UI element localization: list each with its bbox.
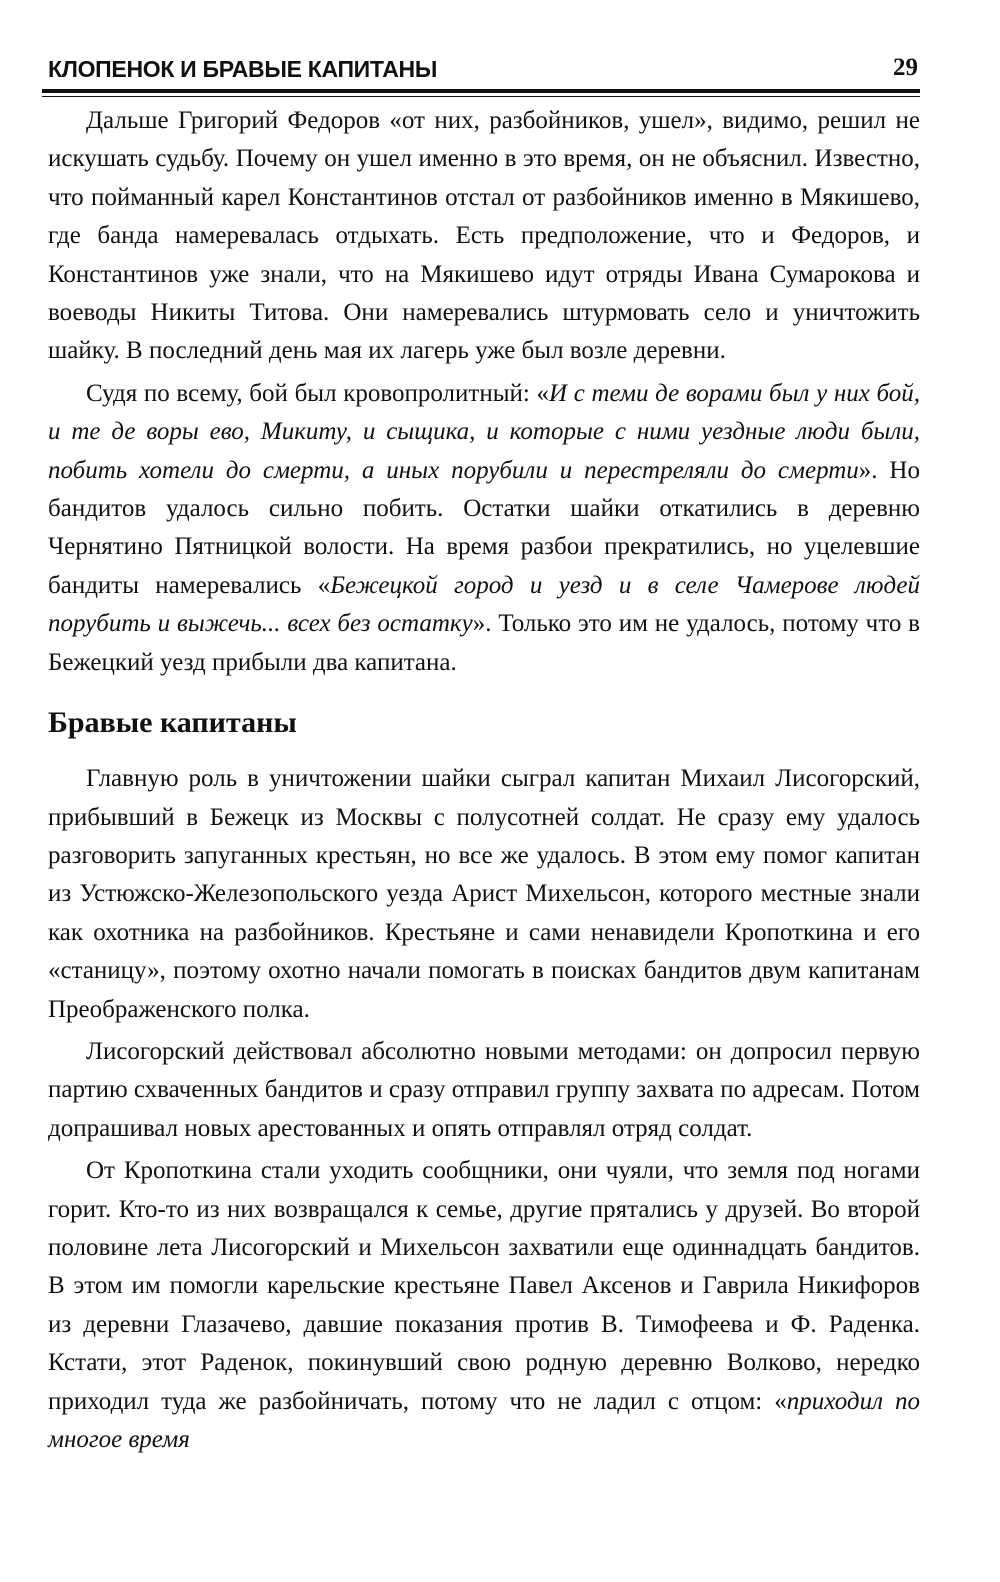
paragraph-2-quote-2: Бежецкой город и уезд и в селе Чамерове людей порубить и выжечь... всех без остатку xyxy=(48,571,920,638)
section-heading: Бравые капитаны xyxy=(48,706,297,740)
paragraph-1: Дальше Григорий Федоров «от них, разбойников, ушел», видимо, решил не искушать судьбу. Почему он ушел именно в это время, он не объяснил. Известно, что пойманный карел Константинов отстал от разбойников именно в Мякишево, где банда намеревалась отдыхать. Есть предположение, что и Федоров, и Константинов уже знали, что на Мякишево идут отряды Ивана Сумарокова и воеводы Никиты Титова. Они намеревались штурмовать село и уничтожить шайку. В последний день мая их лагерь уже был возле деревни. xyxy=(48,107,920,365)
running-title: КЛОПЕНОК И БРАВЫЕ КАПИТАНЫ xyxy=(48,56,438,82)
header-rule-thick xyxy=(42,89,920,93)
running-head xyxy=(48,52,918,92)
paragraph-3: Главную роль в уничтожении шайки сыграл капитан Михаил Лисогорский, прибывший в Бежецк из Москвы с полусотней солдат. Не сразу ему удалось разговорить запуганных крестьян, но все же удалось. В этом ему помог капитан из Устюжско-Железопольского уезда Арист Михельсон, которого местные знали как охотника на разбойников. Крестьяне и сами ненавидели Кропоткина и его «станицу», поэтому охотно начали помогать в поисках бандитов двум капитанам Преображенского полка. xyxy=(48,765,920,1023)
paragraph-2-text-a: Судя по всему, бой был кровопролитный: « xyxy=(86,379,550,407)
paragraph-5-text: От Кропоткина стали уходить сообщники, они чуяли, что земля под ногами горит. Кто-то из них возвращался к семье, другие прятались у друзей. Во второй половине лета Лисогорский и Михельсон захватили еще одиннадцать бандитов. В этом им помогли карельские крестьяне Павел Аксенов и Гаврила Никифоров из деревни Глазачево, давшие показания против В. Тимофеева и Ф. Раденка. Кстати, этот Раденок, покинувший свою родную деревню Волково, нередко приходил туда же разбойничать, потому что не ладил с отцом: « xyxy=(48,1157,920,1415)
paragraph-2 xyxy=(48,375,920,682)
paragraph-5 xyxy=(48,1152,920,1459)
body-text xyxy=(48,102,920,1459)
paragraph-2-text-c: ». Только это им не удалось, потому что в Бежецкий уезд прибыли два капитана. xyxy=(48,610,920,676)
page-number: 29 xyxy=(893,54,918,81)
paragraph-5-quote: приходил по многое время xyxy=(48,1387,920,1453)
paragraph-2-text-b: ». Но бандитов удалось сильно побить. Остатки шайки откатились в деревню Чернятино Пятницкой волости. На время разбои прекратились, но уцелевшие бандиты намеревались « xyxy=(48,456,920,599)
paragraph-2-quote-1: И с теми де ворами был у них бой, и те де воры ево, Микиту, и сыщика, и которые с ними уездные люди были, побить хотели до смерти, а иных порубили и перестреляли до смерти xyxy=(48,379,921,484)
header-rule-thin xyxy=(42,96,920,97)
paragraph-4: Лисогорский действовал абсолютно новыми методами: он допросил первую партию схваченных бандитов и сразу отправил группу захвата по адресам. Потом допрашивал новых арестованных и опять отправлял отряд солдат. xyxy=(48,1037,920,1142)
